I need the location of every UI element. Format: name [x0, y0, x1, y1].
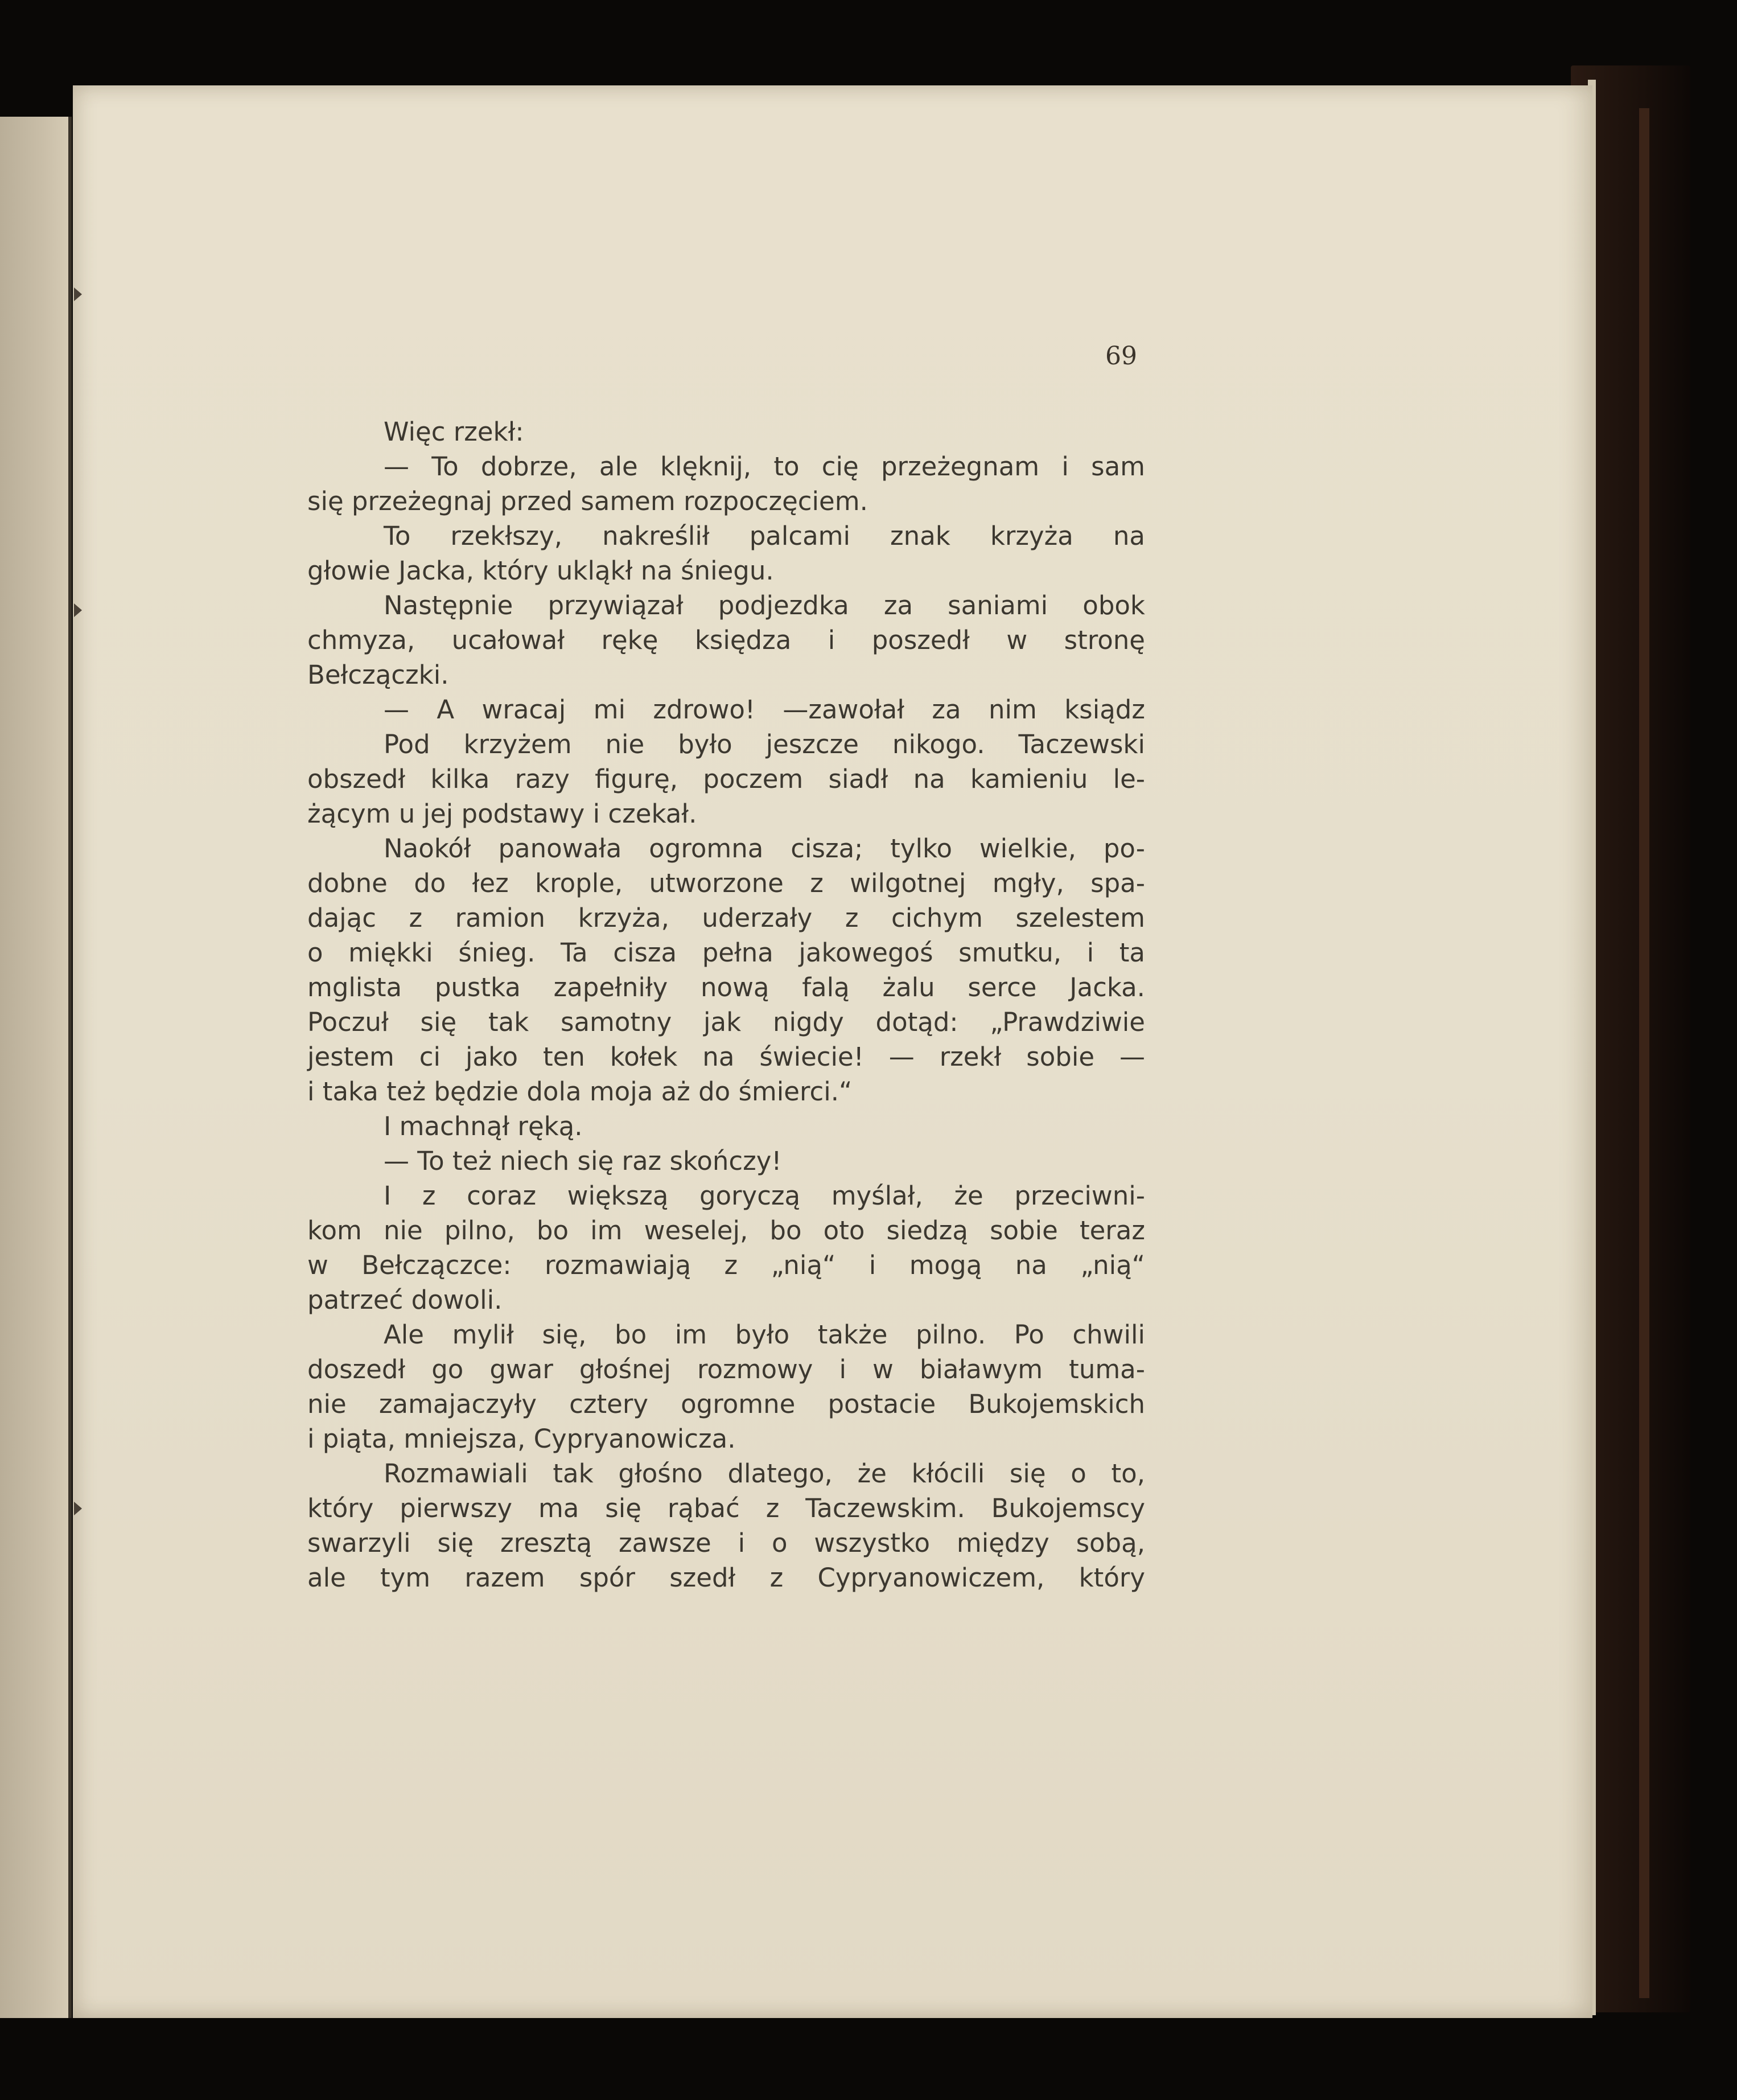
text-line: To rzekłszy, nakreślił palcami znak krzyża na	[384, 521, 1145, 551]
text-line: — To też niech się raz skończy!	[384, 1146, 782, 1176]
text-line: patrzeć dowoli.	[307, 1285, 503, 1315]
text-line: — To dobrze, ale klęknij, to cię przeżegnam i sam	[384, 451, 1145, 482]
text-line: o miękki śnieg. Ta cisza pełna jakowegoś smutku, i ta	[307, 938, 1145, 968]
text-line: Bełczączki.	[307, 660, 449, 690]
text-line: obszedł kilka razy figurę, poczem siadł na kamieniu le-	[307, 764, 1145, 794]
text-line: ale tym razem spór szedł z Cypryanowiczem, który	[307, 1563, 1145, 1593]
text-line: swarzyli się zresztą zawsze i o wszystko między sobą,	[307, 1528, 1145, 1558]
text-line: chmyza, ucałował rękę księdza i poszedł w stronę	[307, 625, 1145, 655]
text-line: który pierwszy ma się rąbać z Taczewskim. Bukojemscy	[307, 1493, 1145, 1523]
text-line: się przeżegnaj przed samem rozpoczęciem.	[307, 486, 868, 516]
text-line: i taka też będzie dola moja aż do śmierci.“	[307, 1076, 853, 1107]
text-line: jestem ci jako ten kołek na świecie! — rzekł sobie —	[307, 1042, 1145, 1072]
text-line: — A wracaj mi zdrowo! —zawołał za nim ksiądz	[384, 694, 1145, 725]
previous-page-edge	[0, 117, 71, 2018]
text-line: głowie Jacka, który ukląkł na śniegu.	[307, 556, 774, 586]
text-line: dając z ramion krzyża, uderzały z cichym szelestem	[307, 903, 1145, 933]
text-line: Więc rzekł:	[384, 417, 524, 447]
text-line: I z coraz większą goryczą myślał, że przeciwni-	[384, 1181, 1145, 1211]
text-line: Naokół panowała ogromna cisza; tylko wielkie, po-	[384, 833, 1145, 864]
text-line: doszedł go gwar głośnej rozmowy i w białawym tuma-	[307, 1354, 1145, 1384]
text-line: kom nie pilno, bo im weselej, bo oto siedzą sobie teraz	[307, 1215, 1145, 1246]
book-gutter	[68, 117, 72, 2018]
text-line: żącym u jej podstawy i czekał.	[307, 799, 697, 829]
page-number: 69	[1105, 342, 1137, 371]
text-line: Następnie przywiązał podjezdka za saniami obok	[384, 590, 1145, 620]
text-line: i piąta, mniejsza, Cypryanowicza.	[307, 1424, 736, 1454]
page-text	[307, 414, 1145, 1595]
text-line: Ale mylił się, bo im było także pilno. Po chwili	[384, 1320, 1145, 1350]
text-line: dobne do łez krople, utworzone z wilgotnej mgły, spa-	[307, 868, 1145, 898]
text-line: mglista pustka zapełniły nową falą żalu serce Jacka.	[307, 972, 1145, 1002]
cover-edge	[1639, 108, 1649, 1998]
text-line: Poczuł się tak samotny jak nigdy dotąd: „Prawdziwie	[307, 1007, 1145, 1037]
text-line: nie zamajaczyły cztery ogromne postacie Bukojemskich	[307, 1389, 1145, 1419]
text-line: Pod krzyżem nie było jeszcze nikogo. Taczewski	[384, 729, 1145, 759]
text-line: w Bełczączce: rozmawiają z „nią“ i mogą na „nią“	[307, 1250, 1145, 1280]
text-line: I machnął ręką.	[384, 1111, 583, 1141]
text-line: Rozmawiali tak głośno dlatego, że kłócili się o to,	[384, 1458, 1145, 1489]
